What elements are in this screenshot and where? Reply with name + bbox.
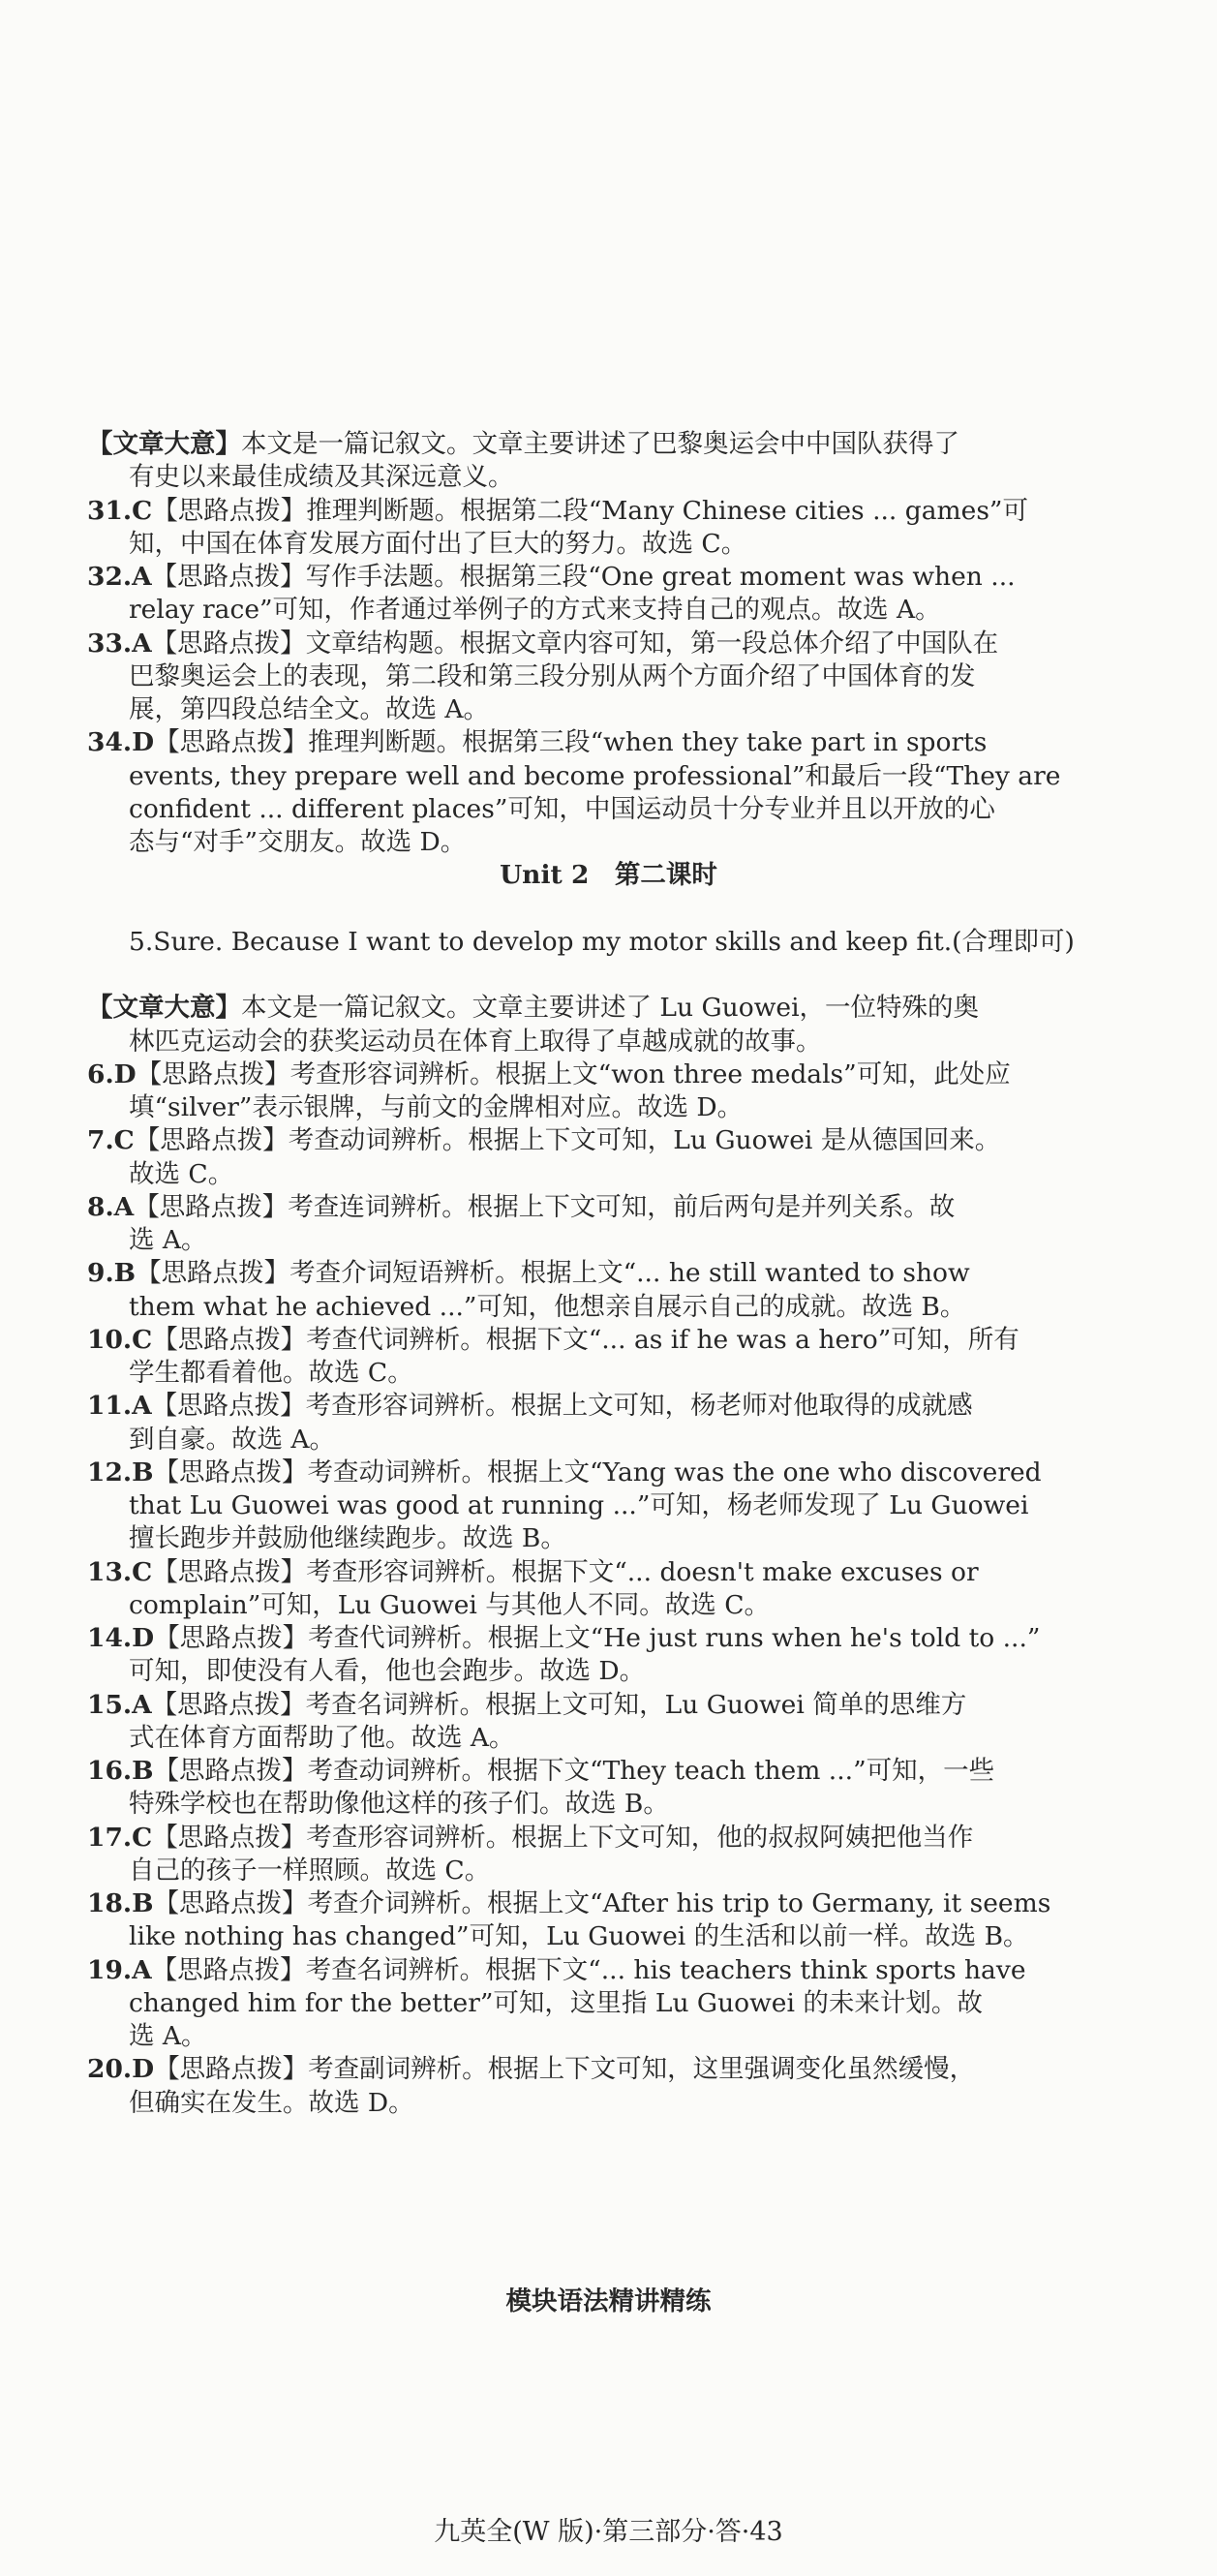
answer-line: 10.C【思路点拨】考查代词辨析。根据下文“... as if he was a hero”可知，所有 <box>87 1324 1019 1355</box>
answer-line: 5.Sure. Because I want to develop my motor skills and keep fit.(合理即可) <box>129 926 1075 957</box>
answer-line: 知，中国在体育发展方面付出了巨大的努力。故选 C。 <box>129 528 747 559</box>
item-label: 19.A <box>87 1954 152 1985</box>
answer-line: 9.B【思路点拨】考查介词短语辨析。根据上文“... he still wanted to show <box>87 1258 970 1289</box>
item-label: 32.A <box>87 562 152 592</box>
answer-line: 但确实在发生。故选 D。 <box>129 2087 414 2118</box>
item-label: 16.B <box>87 1756 154 1786</box>
item-label: 【文章大意】 <box>87 993 241 1024</box>
item-label: 34.D <box>87 727 155 758</box>
answer-line: 19.A【思路点拨】考查名词辨析。根据下文“... his teachers think sports have <box>87 1954 1026 1985</box>
answer-line: 态与“对手”交朋友。故选 D。 <box>129 827 467 857</box>
page-footer: 九英全(W 版)·第三部分·答·43 <box>434 2517 783 2547</box>
answer-line: 有史以来最佳成绩及其深远意义。 <box>129 462 514 493</box>
answer-line: 33.A【思路点拨】文章结构题。根据文章内容可知，第一段总体介绍了中国队在 <box>87 628 999 659</box>
answer-line: 选 A。 <box>129 1225 207 1255</box>
item-label: 14.D <box>87 1623 155 1653</box>
item-label: 20.D <box>87 2054 155 2085</box>
item-label: 6.D <box>87 1058 137 1089</box>
answer-line: them what he achieved ...”可知，他想亲自展示自己的成就。故选 B。 <box>129 1291 966 1322</box>
item-label: 9.B <box>87 1258 137 1289</box>
answer-line: 展，第四段总结全文。故选 A。 <box>129 694 490 724</box>
answer-line: 13.C【思路点拨】考查形容词辨析。根据下文“... doesn't make excuses or <box>87 1556 979 1587</box>
answer-line: 11.A【思路点拨】考查形容词辨析。根据上文可知，杨老师对他取得的成就感 <box>87 1391 973 1422</box>
answer-line: 32.A【思路点拨】写作手法题。根据第三段“One great moment was when ... <box>87 562 1016 592</box>
answer-line: 34.D【思路点拨】推理判断题。根据第三段“when they take part in sports <box>87 727 988 758</box>
answer-line: 8.A【思路点拨】考查连词辨析。根据上下文可知，前后两句是并列关系。故 <box>87 1191 956 1222</box>
answer-line: 特殊学校也在帮助像他这样的孩子们。故选 B。 <box>129 1789 669 1820</box>
item-label: 8.A <box>87 1191 135 1222</box>
answer-line: 14.D【思路点拨】考查代词辨析。根据上文“He just runs when he's told to ...” <box>87 1623 1041 1653</box>
answer-line: 学生都看着他。故选 C。 <box>129 1358 413 1388</box>
answer-line: 16.B【思路点拨】考查动词辨析。根据下文“They teach them ...”可知，一些 <box>87 1756 995 1786</box>
answer-line: 12.B【思路点拨】考查动词辨析。根据上文“Yang was the one who discovered <box>87 1457 1042 1487</box>
item-label: 11.A <box>87 1391 152 1422</box>
item-label: 17.C <box>87 1822 153 1853</box>
answer-line: 自己的孩子一样照顾。故选 C。 <box>129 1855 491 1886</box>
answer-line: 6.D【思路点拨】考查形容词辨析。根据上文“won three medals”可知，此处应 <box>87 1058 1011 1089</box>
answer-line: 擅长跑步并鼓励他继续跑步。故选 B。 <box>129 1523 566 1554</box>
answer-line: 到自豪。故选 A。 <box>129 1424 336 1455</box>
answer-line: 故选 C。 <box>129 1158 234 1189</box>
answer-line: like nothing has changed”可知，Lu Guowei 的生活和以前一样。故选 B。 <box>129 1921 1029 1952</box>
answer-line: that Lu Guowei was good at running ...”可知，杨老师发现了 Lu Guowei <box>129 1490 1029 1520</box>
answer-line: complain”可知，Lu Guowei 与其他人不同。故选 C。 <box>129 1589 770 1620</box>
answer-line: 式在体育方面帮助了他。故选 A。 <box>129 1722 515 1753</box>
answer-line: 17.C【思路点拨】考查形容词辨析。根据上下文可知，他的叔叔阿姨把他当作 <box>87 1822 974 1853</box>
item-label: 12.B <box>87 1457 154 1487</box>
item-label: 【文章大意】 <box>87 429 241 459</box>
answer-line: 18.B【思路点拨】考查介词辨析。根据上文“After his trip to Germany, it seems <box>87 1888 1051 1918</box>
answer-line: 31.C【思路点拨】推理判断题。根据第二段“Many Chinese cities ... games”可 <box>87 495 1028 526</box>
answer-line: 填“silver”表示银牌，与前文的金牌相对应。故选 D。 <box>129 1092 744 1122</box>
item-label: 10.C <box>87 1324 153 1355</box>
answer-line: 林匹克运动会的获奖运动员在体育上取得了卓越成就的故事。 <box>129 1026 822 1057</box>
answer-line: 20.D【思路点拨】考查副词辨析。根据上下文可知，这里强调变化虽然缓慢， <box>87 2054 976 2085</box>
answer-line: 7.C【思路点拨】考查动词辨析。根据上下文可知，Lu Guowei 是从德国回来。 <box>87 1125 1001 1156</box>
answer-line: relay race”可知，作者通过举例子的方式来支持自己的观点。故选 A。 <box>129 595 941 626</box>
item-label: 18.B <box>87 1888 154 1918</box>
item-label: 15.A <box>87 1689 152 1720</box>
item-label: 31.C <box>87 495 153 526</box>
answer-line: events, they prepare well and become professional”和最后一段“They are <box>129 760 1061 791</box>
answer-line: confident ... different places”可知，中国运动员十分专业并且以开放的心 <box>129 793 995 824</box>
answer-line: 可知，即使没有人看，他也会跑步。故选 D。 <box>129 1656 646 1687</box>
answer-line: 选 A。 <box>129 2021 207 2051</box>
item-label: 7.C <box>87 1125 135 1156</box>
answer-line: 【文章大意】本文是一篇记叙文。文章主要讲述了巴黎奥运会中中国队获得了 <box>87 429 959 459</box>
answer-line: 巴黎奥运会上的表现，第二段和第三段分别从两个方面介绍了中国体育的发 <box>129 660 976 691</box>
section-heading: 模块语法精讲精练 <box>505 2286 712 2316</box>
item-label: 33.A <box>87 628 152 659</box>
answer-line: 【文章大意】本文是一篇记叙文。文章主要讲述了 Lu Guowei，一位特殊的奥 <box>87 993 980 1024</box>
item-label: 13.C <box>87 1556 153 1587</box>
section-heading: Unit 2 第二课时 <box>500 860 717 891</box>
answer-line: 15.A【思路点拨】考查名词辨析。根据上文可知，Lu Guowei 简单的思维方 <box>87 1689 967 1720</box>
answer-line: changed him for the better”可知，这里指 Lu Guowei 的未来计划。故 <box>129 1987 983 2018</box>
